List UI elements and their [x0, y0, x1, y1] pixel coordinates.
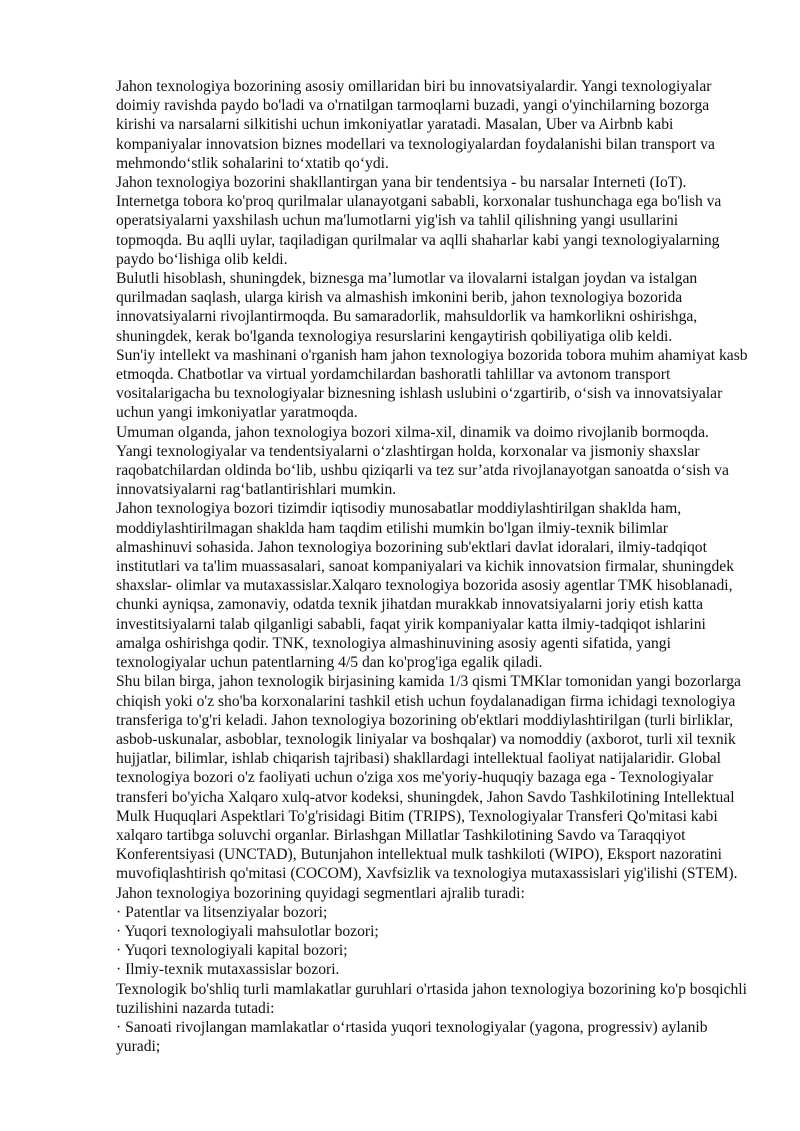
paragraph-ai: Sun'iy intellekt va mashinani o'rganish ham jahon texnologiya bozorida tobora muhim ahamiyat kasb etmoqda. Chatbotlar va virtual yordamchilardan bashoratli tahlillar va avtonom transport vositalarigacha bu texnologiyalar biznesning ishlash uslubini o‘zgartirib, o‘sish va innovatsiyalar uchun yangi imkoniyatlar yaratmoqda. [116, 346, 748, 422]
segment-list-item: · Yuqori texnologiyali mahsulotlar bozori; [116, 922, 379, 940]
paragraph-tnc-transfer: Shu bilan birga, jahon texnologik birjasining kamida 1/3 qismi TMKlar tomonidan yangi bozorlarga chiqish yoki o'z sho'ba korxonalarini tashkil etish uchun foydalanadigan firma ichidagi texnologiya transferiga to'g'ri keladi. Jahon texnologiya bozorining ob'ektlari moddiylashtirilgan (turli birliklar, asbob-uskunalar, asboblar, texnologik liniyalar va boshqalar) va nomoddiy (axborot, turli xil texnik hujjatlar, bilimlar, ishlab chiqarish tajribasi) shakllardagi intellektual faoliyat natijalaridir. Global texnologiya bozori o'z faoliyati uchun o'ziga xos me'yoriy-huquqiy bazaga ega - Texnologiyalar transferi bo'yicha Xalqaro xulq-atvor kodeksi, shuningdek, Jahon Savdo Tashkilotining Intellektual Mulk Huquqlari Aspektlari To'g'risidagi Bitim (TRIPS), Texnologiyalar Transferi Qo'mitasi kabi xalqaro tartibga soluvchi organlar. Birlashgan Millatlar Tashkilotining Savdo va Taraqqiyot Konferentsiyasi (UNCTAD), Butunjahon intellektual mulk tashkiloti (WIPO), Eksport nazoratini muvofiqlashtirish qo'mitasi (COCOM), Xavfsizlik va texnologiya mutaxassislari yig'ilishi (STEM). [116, 673, 741, 883]
paragraph-technology-gap: Texnologik bo'shliq turli mamlakatlar guruhlari o'rtasida jahon texnologiya bozorining ko'p bosqichli tuzilishini nazarda tutadi: [116, 980, 747, 1017]
paragraph-iot: Jahon texnologiya bozorini shakllantirgan yana bir tendentsiya - bu narsalar Interneti (IoT). Internetga tobora ko'proq qurilmalar ulanayotgani sababli, korxonalar tushunchaga ega bo'lish va operatsiyalarni yaxshilash uchun ma'lumotlarni yig'ish va tahlil qilishning yangi usullarini topmoqda. Bu aqlli uylar, taqiladigan qurilmalar va aqlli shaharlar kabi yangi texnologiyalarning paydo bo‘lishiga olib keldi. [116, 174, 722, 268]
paragraph-innovations: Jahon texnologiya bozorining asosiy omillaridan biri bu innovatsiyalardir. Yangi texnologiyalar doimiy ravishda paydo bo'ladi va o'rnatilgan tarmoqlarni buzadi, yangi o'yinchilarning bozorga kirishi va narsalarni silkitishi uchun imkoniyatlar yaratadi. Masalan, Uber va Airbnb kabi kompaniyalar innovatsion biznes modellari va texnologiyalardan foydalanishi bilan transport va mehmondo‘stlik sohalarini to‘xtatib qo‘ydi. [116, 78, 715, 172]
segment-list-item: · Patentlar va litsenziyalar bozori; [116, 903, 328, 921]
structure-list-item: · Sanoati rivojlangan mamlakatlar o‘rtasida yuqori texnologiyalar (yagona, progressiv) aylanib yuradi; [116, 1018, 708, 1056]
document-page [116, 77, 748, 1056]
segment-list-item: · Yuqori texnologiyali kapital bozori; [116, 942, 348, 960]
paragraph-segments-intro: Jahon texnologiya bozorining quyidagi segmentlari ajralib turadi: [116, 884, 525, 902]
segment-list-item: · Ilmiy-texnik mutaxassislar bozori. [116, 961, 340, 979]
paragraph-market-system: Jahon texnologiya bozori tizimdir iqtisodiy munosabatlar moddiylashtirilgan shaklda ham, moddiylashtirilmagan shaklda ham taqdim etilishi mumkin bo'lgan ilmiy-texnik bilimlar almashinuvi sohasida. Jahon texnologiya bozorining sub'ektlari davlat idoralari, ilmiy-tadqiqot institutlari va ta'lim muassasalari, sanoat kompaniyalari va kichik innovatsion firmalar, shuningdek shaxslar- olimlar va mutaxassislar.Xalqaro texnologiya bozorida asosiy agentlar TMK hisoblanadi, chunki ayniqsa, zamonaviy, odatda texnik jihatdan murakkab innovatsiyalarni joriy etish katta investitsiyalarni talab qilganligi sababli, faqat yirik kompaniyalar katta ilmiy-tadqiqot ishlarini amalga oshirishga qodir. TNK, texnologiya almashinuvining asosiy agenti sifatida, yangi texnologiyalar uchun patentlarning 4/5 dan ko'prog'iga egalik qiladi. [116, 500, 734, 672]
paragraph-summary: Umuman olganda, jahon texnologiya bozori xilma-xil, dinamik va doimo rivojlanib bormoqda. Yangi texnologiyalar va tendentsiyalarni o‘zlashtirgan holda, korxonalar va jismoniy shaxslar raqobatchilardan oldinda bo‘lib, ushbu qiziqarli va tez sur’atda rivojlanayotgan sanoatda o‘sish va innovatsiyalarni rag‘batlantirishlari mumkin. [116, 423, 729, 499]
paragraph-cloud-computing: Bulutli hisoblash, shuningdek, biznesga ma’lumotlar va ilovalarni istalgan joydan va istalgan qurilmadan saqlash, ularga kirish va almashish imkonini berib, jahon texnologiya bozorida innovatsiyalarni rivojlantirmoqda. Bu samaradorlik, mahsuldorlik va hamkorlikni oshirishga, shuningdek, kerak bo'lganda texnologiya resurslarini kengaytirish qobiliyatiga olib keldi. [116, 270, 698, 345]
